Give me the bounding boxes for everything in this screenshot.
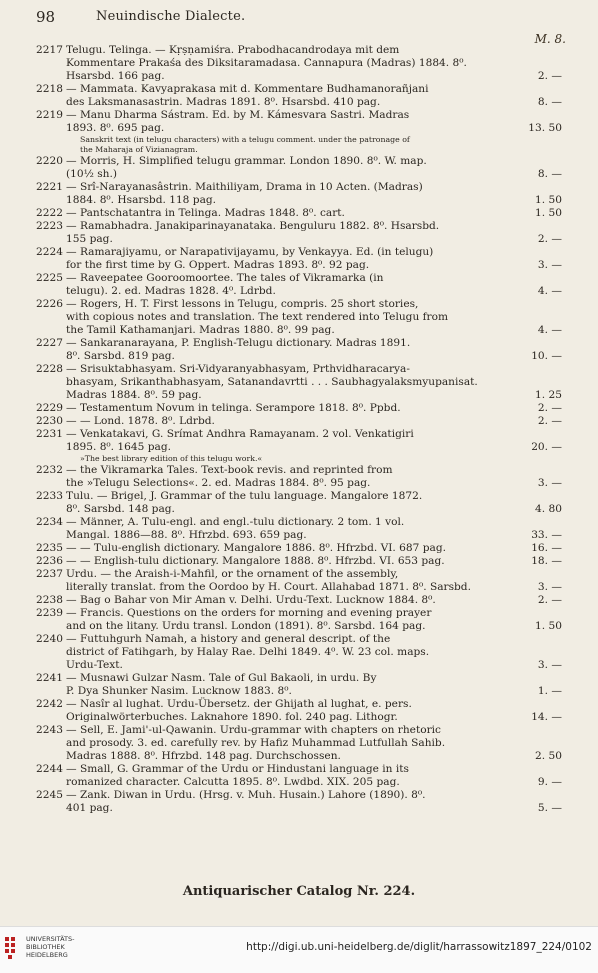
entry-text: — Manu Dharma Sástram. Ed. by M. Kámesvara Sastri. Madras xyxy=(66,109,410,121)
catalog-entry xyxy=(36,490,562,516)
entry-number: 2238 xyxy=(36,594,63,606)
entry-price: 3. — xyxy=(537,477,562,489)
entry-text: the »Telugu Selections«. 2. ed. Madras 1884. 8⁰. 95 pag. xyxy=(66,477,371,489)
entry-number: 2230 xyxy=(36,415,63,427)
entry-number: 2219 xyxy=(36,109,63,121)
entry-number: 2233 xyxy=(36,490,63,502)
entry-number: 2217 xyxy=(36,44,63,56)
entry-price: 2. — xyxy=(537,594,562,606)
entry-line xyxy=(36,672,562,685)
entry-price: 3. — xyxy=(537,581,562,593)
catalog-entry xyxy=(36,272,562,298)
entry-text: — Ramabhadra. Janakiparinayanataka. Benguluru 1882. 8⁰. Hsarsbd. xyxy=(66,220,440,232)
entry-line xyxy=(36,737,562,750)
catalog-entry xyxy=(36,672,562,698)
entry-text: (10½ sh.) xyxy=(66,168,118,180)
entry-line xyxy=(36,490,562,503)
entry-number: 2220 xyxy=(36,155,63,167)
entry-note: Sanskrit text (in telugu characters) with a telugu comment. under the patronage of xyxy=(80,135,410,144)
entry-text: for the first time by G. Oppert. Madras 1893. 8⁰. 92 pag. xyxy=(66,259,370,271)
entry-text: Originalwörterbuches. Laknahore 1890. fol. 240 pag. Lithogr. xyxy=(66,711,398,723)
entry-text: — — Tulu-english dictionary. Mangalore 1886. 8⁰. Hfrzbd. VI. 687 pag. xyxy=(66,542,446,554)
entry-price: 3. — xyxy=(537,259,562,271)
catalog-entry xyxy=(36,363,562,402)
entry-line xyxy=(36,685,562,698)
entry-text: Madras 1884. 8⁰. 59 pag. xyxy=(66,389,202,401)
entry-text: and prosody. 3. ed. carefully rev. by Hafiz Muhammad Lutfullah Sahib. xyxy=(66,737,446,749)
entry-line xyxy=(36,441,562,454)
catalog-entry xyxy=(36,555,562,568)
catalog-entry xyxy=(36,402,562,415)
catalog-entry xyxy=(36,516,562,542)
entry-text: with copious notes and translation. The text rendered into Telugu from xyxy=(66,311,449,323)
entry-line xyxy=(36,220,562,233)
entry-text: Madras 1888. 8⁰. Hfrzbd. 148 pag. Durchschossen. xyxy=(66,750,341,762)
entry-number: 2243 xyxy=(36,724,63,736)
catalog-entry xyxy=(36,724,562,763)
entry-text: — Ramarajiyamu, or Narapativijayamu, by Venkayya. Ed. (in telugu) xyxy=(66,246,434,258)
entry-line xyxy=(36,194,562,207)
entry-text: — Testamentum Novum in telinga. Serampore 1818. 8⁰. Ppbd. xyxy=(66,402,401,414)
catalog-entry xyxy=(36,542,562,555)
entry-price: 16. — xyxy=(531,542,562,554)
entry-number: 2232 xyxy=(36,464,63,476)
entry-number: 2226 xyxy=(36,298,63,310)
entry-number: 2224 xyxy=(36,246,63,258)
entry-price: 5. — xyxy=(537,802,562,814)
entry-line xyxy=(36,70,562,83)
entry-number: 2240 xyxy=(36,633,63,645)
entry-text: — Small, G. Grammar of the Urdu or Hindustani language in its xyxy=(66,763,409,775)
entry-number: 2222 xyxy=(36,207,63,219)
entry-line xyxy=(36,168,562,181)
entry-price: 20. — xyxy=(531,441,562,453)
entry-line xyxy=(36,516,562,529)
entry-text: — Nasîr al lughat. Urdu-Übersetz. der Ghijath al lughat, e. pers. xyxy=(66,698,412,710)
entry-number: 2229 xyxy=(36,402,63,414)
entry-price: 3. — xyxy=(537,659,562,671)
catalog-entry xyxy=(36,633,562,672)
entry-line xyxy=(36,311,562,324)
catalog-entries xyxy=(0,44,598,815)
entry-line xyxy=(36,802,562,815)
catalog-entry xyxy=(36,246,562,272)
entry-number: 2234 xyxy=(36,516,63,528)
entry-price: 4. 80 xyxy=(535,503,562,515)
entry-text: Kommentare Prakaśa des Diksitaramadasa. Cannapura (Madras) 1884. 8⁰. xyxy=(66,57,467,69)
entry-text: — Francis. Questions on the orders for morning and evening prayer xyxy=(66,607,432,619)
catalog-entry xyxy=(36,789,562,815)
entry-line xyxy=(36,763,562,776)
logo-line: HEIDELBERG xyxy=(26,951,68,959)
entry-text: — Sankaranarayana, P. English-Telugu dictionary. Madras 1891. xyxy=(66,337,411,349)
entry-number: 2221 xyxy=(36,181,63,193)
catalog-entry xyxy=(36,464,562,490)
entry-text: Hsarsbd. 166 pag. xyxy=(66,70,165,82)
page-number: 98 xyxy=(36,8,56,26)
entry-text: romanized character. Calcutta 1895. 8⁰. Lwdbd. XIX. 205 pag. xyxy=(66,776,400,788)
entry-line xyxy=(36,324,562,337)
entry-text: 8⁰. Sarsbd. 148 pag. xyxy=(66,503,175,515)
entry-price: 14. — xyxy=(531,711,562,723)
entry-price: 4. — xyxy=(537,285,562,297)
logo-line: BIBLIOTHEK xyxy=(26,943,65,951)
entry-text: Mangal. 1886—88. 8⁰. Hfrzbd. 693. 659 pag. xyxy=(66,529,307,541)
entry-text: Urdu-Text. xyxy=(66,659,123,671)
entry-price: 8. — xyxy=(537,168,562,180)
entry-line xyxy=(36,122,562,135)
catalog-entry xyxy=(36,607,562,633)
logo-line: UNIVERSITÄTS- xyxy=(26,935,75,943)
entry-text: 401 pag. xyxy=(66,802,113,814)
entry-line xyxy=(36,568,562,581)
entry-text: — Raveepatee Gooroomoortee. The tales of Vikramarka (in xyxy=(66,272,384,284)
handwritten-mark: M. 8. xyxy=(534,32,566,46)
entry-text: and on the litany. Urdu transl. London (1891). 8⁰. Sarsbd. 164 pag. xyxy=(66,620,426,632)
catalog-entry xyxy=(36,594,562,607)
entry-line xyxy=(36,428,562,441)
entry-text: 1893. 8⁰. 695 pag. xyxy=(66,122,165,134)
entry-text: des Laksmanasastrin. Madras 1891. 8⁰. Hsarsbd. 410 pag. xyxy=(66,96,381,108)
entry-line xyxy=(36,350,562,363)
entry-text: — — English-tulu dictionary. Mangalore 1888. 8⁰. Hfrzbd. VI. 653 pag. xyxy=(66,555,445,567)
entry-price: 2. — xyxy=(537,415,562,427)
entry-line xyxy=(36,646,562,659)
entry-price: 18. — xyxy=(531,555,562,567)
entry-text: — Futtuhgurh Namah, a history and general descript. of the xyxy=(66,633,391,645)
viewer-bar xyxy=(0,926,598,973)
entry-line xyxy=(36,402,562,415)
running-title: Neuindische Dialecte. xyxy=(96,9,246,24)
entry-number: 2242 xyxy=(36,698,63,710)
entry-line xyxy=(36,96,562,109)
entry-number: 2231 xyxy=(36,428,63,440)
library-emblem-icon xyxy=(4,935,22,965)
entry-line xyxy=(36,503,562,516)
entry-line xyxy=(36,724,562,737)
entry-note: the Maharaja of Vizianagram. xyxy=(80,145,198,154)
entry-text: Tulu. — Brigel, J. Grammar of the tulu language. Mangalore 1872. xyxy=(66,490,423,502)
catalog-entry xyxy=(36,298,562,337)
entry-number: 2223 xyxy=(36,220,63,232)
catalog-entry xyxy=(36,763,562,789)
entry-line xyxy=(36,698,562,711)
entry-text: 8⁰. Sarsbd. 819 pag. xyxy=(66,350,175,362)
entry-number: 2245 xyxy=(36,789,63,801)
entry-line xyxy=(36,44,562,57)
entry-line xyxy=(36,464,562,477)
entry-number: 2241 xyxy=(36,672,63,684)
entry-text: — Musnawi Gulzar Nasm. Tale of Gul Bakaoli, in urdu. By xyxy=(66,672,377,684)
entry-line xyxy=(36,607,562,620)
entry-text: — Mammata. Kavyaprakasa mit d. Kommentare Budhamanorañjani xyxy=(66,83,429,95)
entry-number: 2237 xyxy=(36,568,63,580)
entry-line xyxy=(36,529,562,542)
entry-line xyxy=(36,363,562,376)
entry-line xyxy=(36,376,562,389)
entry-price: 13. 50 xyxy=(528,122,562,134)
entry-text: the Tamil Kathamanjari. Madras 1880. 8⁰. 99 pag. xyxy=(66,324,335,336)
catalog-entry xyxy=(36,83,562,109)
entry-text: 1895. 8⁰. 1645 pag. xyxy=(66,441,171,453)
entry-price: 1. 50 xyxy=(535,194,562,206)
entry-price: 4. — xyxy=(537,324,562,336)
entry-price: 8. — xyxy=(537,96,562,108)
entry-number: 2244 xyxy=(36,763,63,775)
entry-price: 10. — xyxy=(531,350,562,362)
entry-line xyxy=(36,542,562,555)
catalog-entry xyxy=(36,109,562,155)
catalog-entry xyxy=(36,44,562,83)
entry-line xyxy=(36,711,562,724)
catalog-entry xyxy=(36,207,562,220)
entry-text: — Srî-Narayanasâstrin. Maithiliyam, Drama in 10 Acten. (Madras) xyxy=(66,181,423,193)
entry-text: P. Dya Shunker Nasim. Lucknow 1883. 8⁰. xyxy=(66,685,292,697)
entry-price: 2. — xyxy=(537,233,562,245)
entry-line xyxy=(36,285,562,298)
entry-text: — Zank. Diwan in Urdu. (Hrsg. v. Muh. Husain.) Lahore (1890). 8⁰. xyxy=(66,789,426,801)
entry-text: telugu). 2. ed. Madras 1828. 4⁰. Ldrbd. xyxy=(66,285,276,297)
entry-number: 2228 xyxy=(36,363,63,375)
entry-line xyxy=(36,555,562,568)
entry-line xyxy=(36,337,562,350)
entry-number: 2227 xyxy=(36,337,63,349)
entry-text: bhasyam, Srikanthabhasyam, Satanandavrtti . . . Saubhagyalaksmyupanisat. xyxy=(66,376,478,388)
entry-note: »The best library edition of this telugu work.« xyxy=(80,454,263,463)
entry-price: 1. — xyxy=(537,685,562,697)
entry-line xyxy=(36,233,562,246)
entry-text: — Morris, H. Simplified telugu grammar. London 1890. 8⁰. W. map. xyxy=(66,155,427,167)
entry-price: 1. 50 xyxy=(535,620,562,632)
entry-price: 2. — xyxy=(537,402,562,414)
entry-number: 2225 xyxy=(36,272,63,284)
entry-text: — Srisuktabhasyam. Sri-Vidyaranyabhasyam, Prthvidharacarya- xyxy=(66,363,410,375)
entry-line xyxy=(36,581,562,594)
entry-text: — Pantschatantra in Telinga. Madras 1848. 8⁰. cart. xyxy=(66,207,345,219)
entry-line xyxy=(36,181,562,194)
entry-line xyxy=(36,789,562,802)
catalog-entry xyxy=(36,220,562,246)
entry-text: 1884. 8⁰. Hsarsbd. 118 pag. xyxy=(66,194,217,206)
entry-text: — Bag o Bahar von Mir Aman v. Delhi. Urdu-Text. Lucknow 1884. 8⁰. xyxy=(66,594,436,606)
entry-line xyxy=(36,246,562,259)
entry-text: — Venkatakavi, G. Srímat Andhra Ramayanam. 2 vol. Venkatigiri xyxy=(66,428,414,440)
catalog-entry xyxy=(36,698,562,724)
catalog-entry xyxy=(36,181,562,207)
entry-price: 2. 50 xyxy=(535,750,562,762)
catalog-entry xyxy=(36,568,562,594)
entry-text: literally translat. from the Oordoo by H. Court. Allahabad 1871. 8⁰. Sarsbd. xyxy=(66,581,471,593)
entry-price: 2. — xyxy=(537,70,562,82)
entry-number: 2239 xyxy=(36,607,63,619)
catalog-entry xyxy=(36,415,562,428)
entry-text: — the Vikramarka Tales. Text-book revis. and reprinted from xyxy=(66,464,393,476)
entry-line xyxy=(36,415,562,428)
library-logo[interactable] xyxy=(4,935,75,969)
entry-text: 155 pag. xyxy=(66,233,113,245)
entry-line xyxy=(36,272,562,285)
entry-line xyxy=(36,594,562,607)
entry-line xyxy=(36,477,562,490)
entry-price: 1. 50 xyxy=(535,207,562,219)
entry-number: 2236 xyxy=(36,555,63,567)
catalog-entry xyxy=(36,337,562,363)
entry-text: — Sell, E. Jami'-ul-Qawanin. Urdu-grammar with chapters on rhetoric xyxy=(66,724,441,736)
entry-line xyxy=(36,109,562,122)
entry-line xyxy=(36,83,562,96)
entry-text: Urdu. — the Araish-i-Mahfil, or the ornament of the assembly, xyxy=(66,568,399,580)
entry-line xyxy=(36,259,562,272)
entry-line xyxy=(36,298,562,311)
entry-text: — Männer, A. Tulu-engl. and engl.-tulu dictionary. 2 tom. 1 vol. xyxy=(66,516,405,528)
entry-text: — Rogers, H. T. First lessons in Telugu, compris. 25 short stories, xyxy=(66,298,419,310)
catalog-entry xyxy=(36,155,562,181)
entry-price: 33. — xyxy=(531,529,562,541)
entry-line xyxy=(36,750,562,763)
permalink-url[interactable]: http://digi.ub.uni-heidelberg.de/diglit/harrassowitz1897_224/0102 xyxy=(246,941,592,953)
entry-text: Telugu. Telinga. — Kṛṣṇamiśra. Prabodhacandrodaya mit dem xyxy=(66,44,400,56)
entry-number: 2218 xyxy=(36,83,63,95)
entry-price: 1. 25 xyxy=(535,389,562,401)
entry-line xyxy=(36,620,562,633)
entry-line xyxy=(36,776,562,789)
catalog-entry xyxy=(36,428,562,464)
entry-number: 2235 xyxy=(36,542,63,554)
entry-line xyxy=(36,389,562,402)
entry-line xyxy=(36,155,562,168)
entry-line xyxy=(36,633,562,646)
entry-line xyxy=(36,207,562,220)
page-header xyxy=(36,8,566,46)
entry-line xyxy=(36,57,562,70)
entry-price: 9. — xyxy=(537,776,562,788)
entry-text: — — Lond. 1878. 8⁰. Ldrbd. xyxy=(66,415,215,427)
entry-text: district of Fatihgarh, by Halay Rae. Delhi 1849. 4⁰. W. 23 col. maps. xyxy=(66,646,430,658)
entry-line xyxy=(36,659,562,672)
catalog-title: Antiquarischer Catalog Nr. 224. xyxy=(182,884,416,899)
